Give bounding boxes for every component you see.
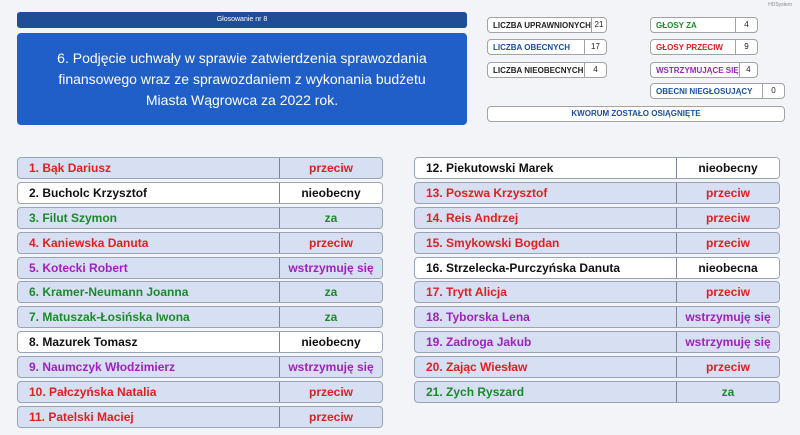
- vote-row: [17, 281, 383, 303]
- councillor-name: 7. Matuszak-Łosińska Iwona: [29, 310, 190, 325]
- session-header: Głosowanie nr 8: [17, 12, 467, 28]
- vote-status: przeciw: [676, 208, 779, 228]
- councillor-name: 1. Bąk Dariusz: [29, 161, 112, 175]
- stat-za: [650, 17, 758, 33]
- vote-row: [17, 406, 383, 428]
- vote-row: [17, 232, 383, 254]
- vote-row: [414, 381, 780, 403]
- resolution-title: 6. Podjęcie uchwały w sprawie zatwierdzenia sprawozdania finansowego wraz ze sprawozdaniem z wykonania budżetu Miasta Wągrowca za 2022 rok.: [17, 33, 467, 125]
- councillor-name: 4. Kaniewska Danuta: [29, 235, 149, 250]
- stat-wstrzymujace: [650, 62, 758, 78]
- councillor-name: 16. Strzelecka-Purczyńska Danuta: [426, 260, 621, 275]
- councillor-name: 2. Bucholc Krzysztof: [29, 185, 148, 200]
- vote-status: za: [279, 208, 382, 228]
- stat-value: 17: [584, 40, 606, 54]
- vote-row: [17, 381, 383, 403]
- stat-nieobecnych: [487, 62, 607, 78]
- vote-row: [17, 157, 383, 179]
- vote-row: [414, 207, 780, 229]
- vote-status: nieobecny: [279, 332, 382, 352]
- councillor-name: 5. Kotecki Robert: [29, 260, 128, 275]
- stat-label: GŁOSY ZA: [656, 20, 697, 30]
- vote-status: nieobecna: [676, 258, 779, 278]
- vote-status: przeciw: [676, 183, 779, 203]
- councillor-name: 20. Zając Wiesław: [426, 360, 528, 375]
- stat-obecnych: [487, 39, 607, 55]
- councillor-name: 9. Naumczyk Włodzimierz: [29, 360, 176, 375]
- councillors-list-left: [17, 157, 383, 431]
- councillor-name: 15. Smykowski Bogdan: [426, 235, 560, 250]
- vote-row: [17, 306, 383, 328]
- quorum-status: KWORUM ZOSTAŁO OSIĄGNIĘTE: [487, 106, 785, 122]
- vote-row: [17, 331, 383, 353]
- stat-label: LICZBA NIEOBECNYCH: [493, 65, 584, 75]
- councillor-name: 12. Piekutowski Marek: [426, 161, 554, 175]
- stat-value: 4: [735, 18, 757, 32]
- vote-status: przeciw: [676, 357, 779, 377]
- stat-label: GŁOSY PRZECIW: [656, 42, 723, 52]
- councillors-list-right: [414, 157, 780, 406]
- stat-value: 9: [735, 40, 757, 54]
- system-label: HDSystem: [768, 2, 792, 8]
- stat-przeciw: [650, 39, 758, 55]
- vote-row: [414, 331, 780, 353]
- vote-row: [414, 157, 780, 179]
- vote-status: wstrzymuję się: [676, 332, 779, 352]
- vote-status: za: [279, 282, 382, 302]
- stat-value: 21: [591, 18, 606, 32]
- vote-row: [414, 281, 780, 303]
- councillor-name: 6. Kramer-Neumann Joanna: [29, 285, 189, 300]
- vote-row: [414, 182, 780, 204]
- stat-label: LICZBA UPRAWNIONYCH: [493, 20, 591, 30]
- vote-status: za: [676, 382, 779, 402]
- vote-status: przeciw: [279, 158, 382, 178]
- vote-status: przeciw: [676, 233, 779, 253]
- stat-value: 0: [762, 84, 784, 98]
- councillor-name: 21. Zych Ryszard: [426, 385, 525, 400]
- councillor-name: 18. Tyborska Lena: [426, 310, 530, 325]
- councillor-name: 11. Patelski Maciej: [29, 409, 134, 424]
- stat-value: 4: [584, 63, 606, 77]
- vote-row: [17, 182, 383, 204]
- councillor-name: 19. Zadroga Jakub: [426, 335, 532, 350]
- vote-row: [414, 257, 780, 279]
- councillor-name: 17. Trytt Alicja: [426, 285, 507, 300]
- vote-status: przeciw: [279, 233, 382, 253]
- vote-status: wstrzymuję się: [279, 258, 382, 278]
- vote-row: [414, 306, 780, 328]
- councillor-name: 14. Reis Andrzej: [426, 210, 519, 225]
- vote-status: wstrzymuję się: [676, 307, 779, 327]
- vote-status: nieobecny: [279, 183, 382, 203]
- vote-row: [17, 207, 383, 229]
- stat-label: WSTRZYMUJĄCE SIĘ: [656, 65, 739, 75]
- stat-uprawnionych: [487, 17, 607, 33]
- vote-status: nieobecny: [676, 158, 779, 178]
- stat-niegl: [650, 83, 785, 99]
- stat-label: OBECNI NIEGŁOSUJĄCY: [656, 86, 753, 96]
- vote-row: [17, 356, 383, 378]
- vote-status: przeciw: [279, 382, 382, 402]
- councillor-name: 3. Filut Szymon: [29, 210, 118, 225]
- vote-status: wstrzymuję się: [279, 357, 382, 377]
- vote-row: [414, 356, 780, 378]
- vote-status: przeciw: [676, 282, 779, 302]
- councillor-name: 8. Mazurek Tomasz: [29, 335, 138, 350]
- stat-label: LICZBA OBECNYCH: [493, 42, 571, 52]
- vote-status: za: [279, 307, 382, 327]
- vote-row: [414, 232, 780, 254]
- councillor-name: 10. Pałczyńska Natalia: [29, 385, 157, 400]
- stat-value: 4: [739, 63, 757, 77]
- vote-row: [17, 257, 383, 279]
- vote-status: przeciw: [279, 407, 382, 427]
- councillor-name: 13. Poszwa Krzysztof: [426, 185, 548, 200]
